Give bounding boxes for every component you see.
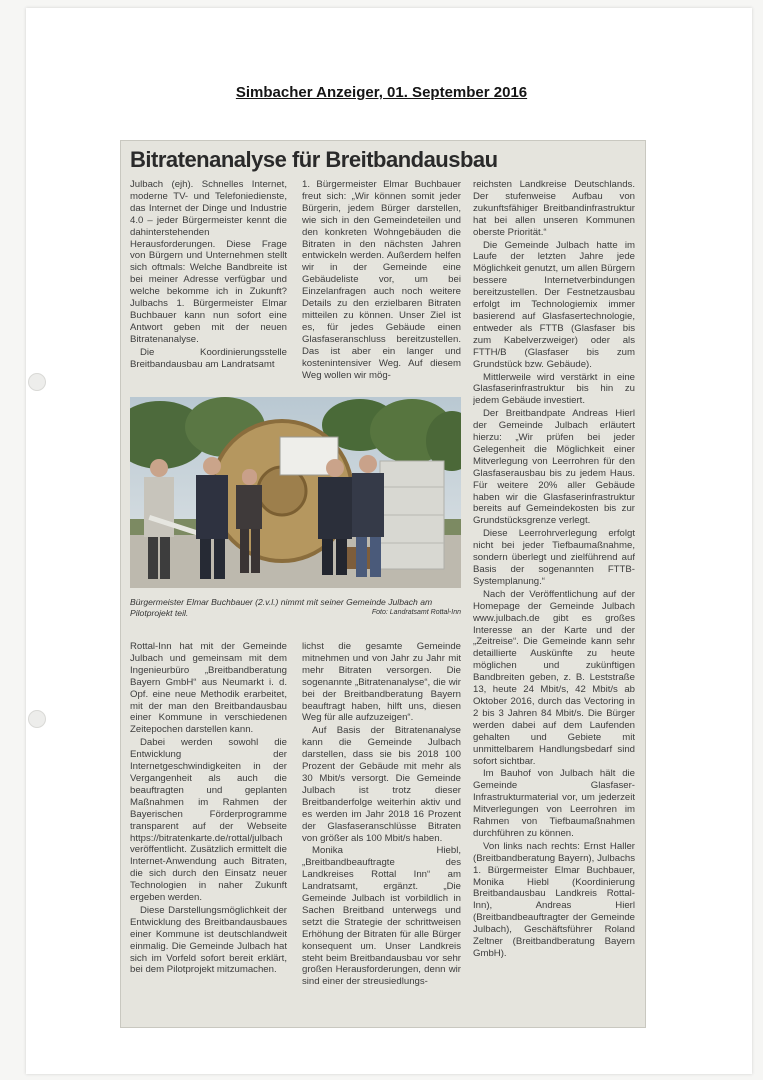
source-date-header: Simbacher Anzeiger, 01. September 2016 — [235, 84, 528, 101]
paragraph: reichsten Landkreise Deutschlands. Der stufenweise Aufbau von zukunftsfähiger Breitbandinfrastruktur hat bei allen unseren Kommunen oberste Priorität.“ — [473, 179, 635, 238]
paragraph: Der Breitbandpate Andreas Hierl der Gemeinde Julbach erläutert hierzu: „Wir prüfen bei jeder Gelegenheit die Möglichkeit einer Mitverlegung von Leerrohren für den Glasfaserausbau bis zu jedem Haus. Für weitere 20% aller Gebäude haben wir die Glasfaserinfrastruktur bereits auf Gemeindekosten bis zur Grundstücksgrenze verlegt. — [473, 408, 635, 527]
paragraph: Julbach (ejh). Schnelles Internet, moderne TV- und Telefoniedienste, das Internet der Dinge und Industrie 4.0 – jeder Bürgermeister kennt die dahinterstehenden Herausforderungen. Diese Frage von Bürgern und Unternehmen stellt sich oftmals: Welche Bandbreite ist bei meiner Adresse verfügbar und welche bekomme ich in Zukunft? Julbachs 1. Bürgermeister Elmar Buchbauer kann nun sofort eine Antwort geben mit der neuen Bitratenanalyse. — [130, 179, 287, 345]
paragraph: Diese Darstellungsmöglichkeit der Entwicklung des Breitbandausbaues einer Kommune ist deutschlandweit einmalig. Die Gemeinde Julbach hat sich im Vorfeld sofort bereit erklärt, bei dem Pilotprojekt mitzumachen. — [130, 904, 287, 976]
column-3 — [473, 179, 635, 1021]
column-1-top — [130, 179, 287, 393]
column-2-bottom — [302, 641, 461, 1021]
paragraph: 1. Bürgermeister Elmar Buchbauer freut sich: „Wir können somit jeder Bürgerin, jedem Bürger darstellen, wie sich in den Gemeindeteilen und den konkreten Wohngebäuden die Bitraten in den nächsten Jahren entwickeln werden. Außerdem helfen wir in der Gemeinde eine Gebäudeliste vor, um bei Einzelanfragen auch noch weitere Details zu den erzielbaren Bitraten mitteilen zu können. Unser Ziel ist es, für jedes Gebäude einen Glasfaseranschluss bereitzustellen. Das ist aber ein langer und kostenintensiver Weg. Auf diesem Weg wollen wir mög- — [302, 179, 461, 381]
photo-caption — [130, 597, 461, 618]
caption-text: Bürgermeister Elmar Buchbauer (2.v.l.) nimmt mit seiner Gemeinde Julbach am Pilotprojekt teil. — [130, 597, 433, 618]
paragraph: Die Gemeinde Julbach hatte im Laufe der letzten Jahre jede Möglichkeit genutzt, um allen Bürgern bessere Internetverbindungen bereitzustellen. Der Festnetzausbau erfolgt im Technologiemix immer basierend auf Glasfasertechnologie, entweder als FTTB (Glasfaser bis zum Kabelverzweiger) oder als FTTH/B (Glasfaser bis zum Grundstück bzw. Gebäude). — [473, 239, 635, 370]
article-headline: Bitratenanalyse für Breitbandausbau — [130, 147, 498, 172]
paragraph: Die Koordinierungsstelle Breitbandausbau am Landratsamt — [130, 346, 287, 370]
paragraph: Im Bauhof von Julbach hält die Gemeinde Glasfaser-Infrastrukturmaterial vor, um jederzeit Mitverlegungen von Leerrohren im Rahmen von Tiefbaumaßnahmen durchführen zu können. — [473, 768, 635, 839]
paragraph: Diese Leerrohrverlegung erfolgt nicht bei jeder Tiefbaumaßnahme, sondern überlegt und zielführend auf Basis der sogenannten FTTB-Systemplanung.“ — [473, 528, 635, 587]
punch-hole-upper — [28, 373, 46, 391]
paragraph: lichst die gesamte Gemeinde mitnehmen und von Jahr zu Jahr mit mehr Bitraten versorgen. Die sogenannte „Bitratenanalyse“, die wir bei der Breitbandberatung Bayern beauftragt haben, hilft uns, diesen Weg für alle aufzuzeigen“. — [302, 641, 461, 724]
paragraph: Mittlerweile wird verstärkt in eine Glasfaserinfrastruktur bis hin zu jedem Gebäude investiert. — [473, 371, 635, 407]
paragraph: Monika Hiebl, „Breitbandbeauftragte des Landkreises Rottal Inn“ am Landratsamt, ergänzt. „Die Gemeinde Julbach ist vorbildlich in Sachen Breitband unterwegs und setzt die Strategie der schrittweisen Erhöhung der Bitraten für alle Bürger konsequent um. Unser Landkreis steht beim Breitbandausbau vor sehr großen Herausforderungen, denn wir sind einer der streusiedlungs- — [302, 845, 461, 988]
paragraph: Von links nach rechts: Ernst Haller (Breitbandberatung Bayern), Julbachs 1. Bürgermeister Elmar Buchbauer, Monika Hiebl (Koordinierung Breitbandausbau Landkreis Rottal-Inn), Andreas Hierl (Breitbandbeauftragter der Gemeinde Julbach), Geschäftsführer Roland Zeltner (Breitbandberatung Bayern GmbH). — [473, 840, 635, 959]
photo-credit: Foto: Landratsamt Rottal-Inn — [371, 608, 461, 616]
paragraph: Nach der Veröffentlichung auf der Homepage der Gemeinde Julbach www.julbach.de gibt es großes Interesse an der Karte und der „Zeitreise“. Die Gemeinde kann sehr detaillierte Auskünfte zu heute möglichen und zukünftigen Bandbreiten geben, z. B. Leststraße 13, heute 24 Mbit/s, 42 Mbit/s ab Oktober 2016, durch das Vectoring in 2 bis 3 Jahren 84 Mbit/s. Die Bürger werden dabei auf dem Laufenden gehalten und Gebiete mit unmittelbarem Handlungsbedarf sind sofort sichtbar. — [473, 588, 635, 767]
punch-hole-lower — [28, 710, 46, 728]
column-2-top — [302, 179, 461, 393]
group-photo-illustration — [130, 397, 461, 588]
paragraph: Dabei werden sowohl die Entwicklung der Internetgeschwindigkeiten in der Vergangenheit als auch die beauftragten und geplanten Maßnahmen im Rahmen der Bayerischen Förderprogramme transparent auf der Webseite https://bitratenkarte.de/rottal/julbach veröffentlicht. Zusätzlich ermittelt die Internet-Anwendung auch Bitraten, die sich durch den Einsatz neuer Technologien in naher Zukunft ergeben werden. — [130, 737, 287, 904]
newspaper-clipping — [120, 140, 646, 1028]
article-photo — [130, 397, 461, 588]
paragraph: Auf Basis der Bitratenanalyse kann die Gemeinde Julbach darstellen, dass sie bis 2018 100 Prozent der Gebäude mit mehr als 30 Mbit/s versorgt. Die Gemeinde Julbach ist trotz dieser Breitbanderfolge weiterhin aktiv und es werden im Jahr 2018 16 Prozent der Glasfaseranschlüsse Bitraten von größer als 100 Mbit/s haben. — [302, 725, 461, 844]
column-1-bottom — [130, 641, 287, 1021]
paragraph: Rottal-Inn hat mit der Gemeinde Julbach und gemeinsam mit dem Ingenieurbüro „Breitbandberatung Bayern GmbH“ aus Neumarkt i. d. Opf. eine neue Methodik erarbeitet, mit der man den Breitbandausbau einer Kommune in verschiedenen Zeitepochen darstellen kann. — [130, 641, 287, 736]
